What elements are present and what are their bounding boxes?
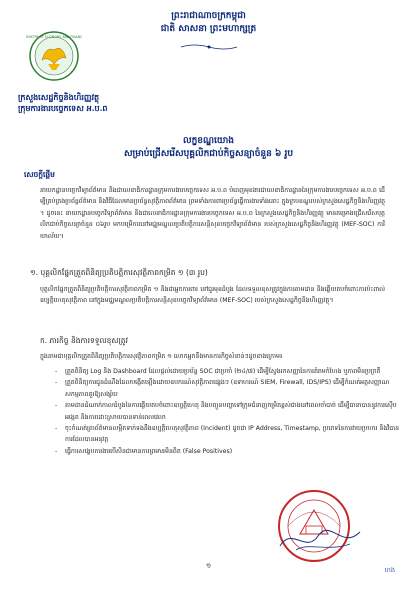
list-item: - តាមដានដំណាក់កាលដំបូងនៃការឆ្លើយតបចំពោះឧប្បត្តិហេតុ និងបញ្ជូនបញ្ហាទៅក្រុមជំនាញកម្រិតខ្ពស់ជាងនៅពេលចាំបាច់ ដើម្បីធានាបាននូវការស៊ើបអង្កេត និងការដោះស្រាយបានទាន់ពេលវេលា [55, 400, 400, 423]
list-item: - ចុះកំណត់ត្រាព័ត៌មានលម្អិតទាក់ទងនឹងឧប្បត្តិហេតុសុវត្ថិភាព (Incident) ដូចជា IP Address, Timestamp, ប្រភេទនៃការវាយប្រហារ និងវិធានការដែលបានអនុវត្ត [55, 423, 400, 446]
national-motto: ជាតិ សាសនា ព្រះមហាក្សត្រ [160, 24, 257, 34]
section1-paragraph: បុគ្គលិកផ្នែកត្រួតពិនិត្យប្រតិបត្តិការសុវត្ថិភាពកម្រិត ១ និងជាអ្នកការពារ នៅជួរមុខដំបូង ដែលទទួលខុសត្រូវក្នុងការតាមដាន និងឆ្លើយតបចំពោះការប៉ះពាល់ឧប្បត្តិហេតុសុវត្ថិភាព នៅក្នុងមជ្ឈមណ្ឌលប្រតិបត្តិការសន្តិសុខបច្ចេកវិទ្យាព័ត៌មាន (MEF-SOC) របស់ក្រសួងសេដ្ឋកិច្ចនិងហិរញ្ញវត្ថុ។ [40, 286, 385, 305]
list-item: - ធ្វើការសង្ខេបការងារបើសិនជាមានការព្រមានមិនពិត (False Positives) [55, 446, 400, 457]
svg-text:MINISTRY OF ECONOMY AND FINANC: MINISTRY OF ECONOMY AND FINANCE [26, 35, 82, 39]
section1-heading: ១. បុគ្គលិកផ្នែកត្រួតពិនិត្យប្រតិបត្តិការសុវត្ថិភាពកម្រិត ១ (៣ រូប) [30, 268, 208, 277]
document-title [0, 135, 417, 161]
kingdom-title: ព្រះរាជាណាចក្រកម្ពុជា [171, 11, 246, 21]
signature-icon [210, 520, 370, 560]
ministry-logo-icon [26, 30, 82, 82]
page-number: ១ [205, 562, 212, 570]
list-item: - ត្រួតពិនិត្យ Log និង Dashboard ដែលផ្តល់ដោយប្រព័ន្ធ SOC ជាប្រចាំ (២៤/៧) ដើម្បីស្វែងរកសញ្ញានៃការគំរាមកំហែង ឬភាពមិនប្រក្រតី [55, 366, 400, 377]
section1a-intro: ក្នុងនាមជាបុគ្គលិកត្រួតពិនិត្យប្រតិបត្តិការសុវត្ថិភាពកម្រិត ១ លោកអ្នកនឹងមានការកិច្ចសំខាន់ៗដូចខាងក្រោម៖ [40, 353, 283, 360]
ministry-logo-block [18, 30, 118, 86]
ornament-divider-icon [179, 43, 239, 51]
ministry-name-line1: ក្រសួងសេដ្ឋកិច្ចនិងហិរញ្ញវត្ថុ [18, 92, 100, 102]
title-line1: លក្ខខណ្ឌយោង [183, 136, 234, 146]
section1a-heading: ក. ភារកិច្ច និងការទទួលខុសត្រូវ [40, 336, 128, 345]
corner-initials: ហង [384, 566, 395, 574]
intro-paragraph: នាយកដ្ឋានបច្ចេកវិទ្យាព័ត៌មាន និងជាលេខាធិការដ្ឋានក្រុមការងារបច្ចេកទេស អ.ប.ព បំពេញមុខងារជាលេខាធិការដ្ឋាននៃក្រុមការងារបច្ចេកទេស អ.ប.ព ដើម្បីគ្រប់គ្រងប្រព័ន្ធព័ត៌មាន និងវិធីដែលមានប្រព័ន្ធសុវត្ថិភាពព័ត៌មាន ព្រមទាំងការពារប្រព័ន្ធធ្វើការងារទាំងនោះ ក្នុងក្របខណ្ឌរបស់ក្រសួងសេដ្ឋកិច្ចនិងហិរញ្ញវត្ថុ។ ដូចនេះ នាយកដ្ឋានបច្ចេកវិទ្យាព័ត៌មាន និងជាលេខាធិការដ្ឋានក្រុមការងារបច្ចេកទេស អ.ប.ព នៃក្រសួងសេដ្ឋកិច្ចនិងហិរញ្ញវត្ថុ មានគម្រោងជ្រើសរើសបុគ្គលិកជាប់កិច្ចសន្យាចំនួន ០៦រូប មកបម្រើការនៅមជ្ឈមណ្ឌលប្រតិបត្តិការសន្តិសុខបច្ចេកវិទ្យាព័ត៌មាន របស់ក្រសួងសេដ្ឋកិច្ចនិងហិរញ្ញវត្ថុ (MEF-SOC) ការិយាល័យ។ [40, 187, 385, 240]
title-line2: សម្រាប់ជ្រើសរើសបុគ្គលិកជាប់កិច្ចសន្យាចំនួន ៦ រូប [123, 149, 294, 159]
intro-heading: សេចក្តីផ្តើម [24, 170, 55, 179]
ministry-name-line2: ក្រុមការងារបច្ចេកទេស អ.ប.ព [18, 103, 108, 113]
list-item: - ត្រួតពិនិត្យការជូនដំណឹងដែលបង្កើតឡើងដោយឧបករណ៍សុវត្ថិភាពផ្សេងៗ (ឧទាហរណ៍ SIEM, Firewall, IDS/IPS) ដើម្បីកំណត់អត្តសញ្ញាណសកម្មភាពគួរឱ្យសង្ស័យ [55, 377, 400, 400]
ministry-name [18, 92, 107, 114]
